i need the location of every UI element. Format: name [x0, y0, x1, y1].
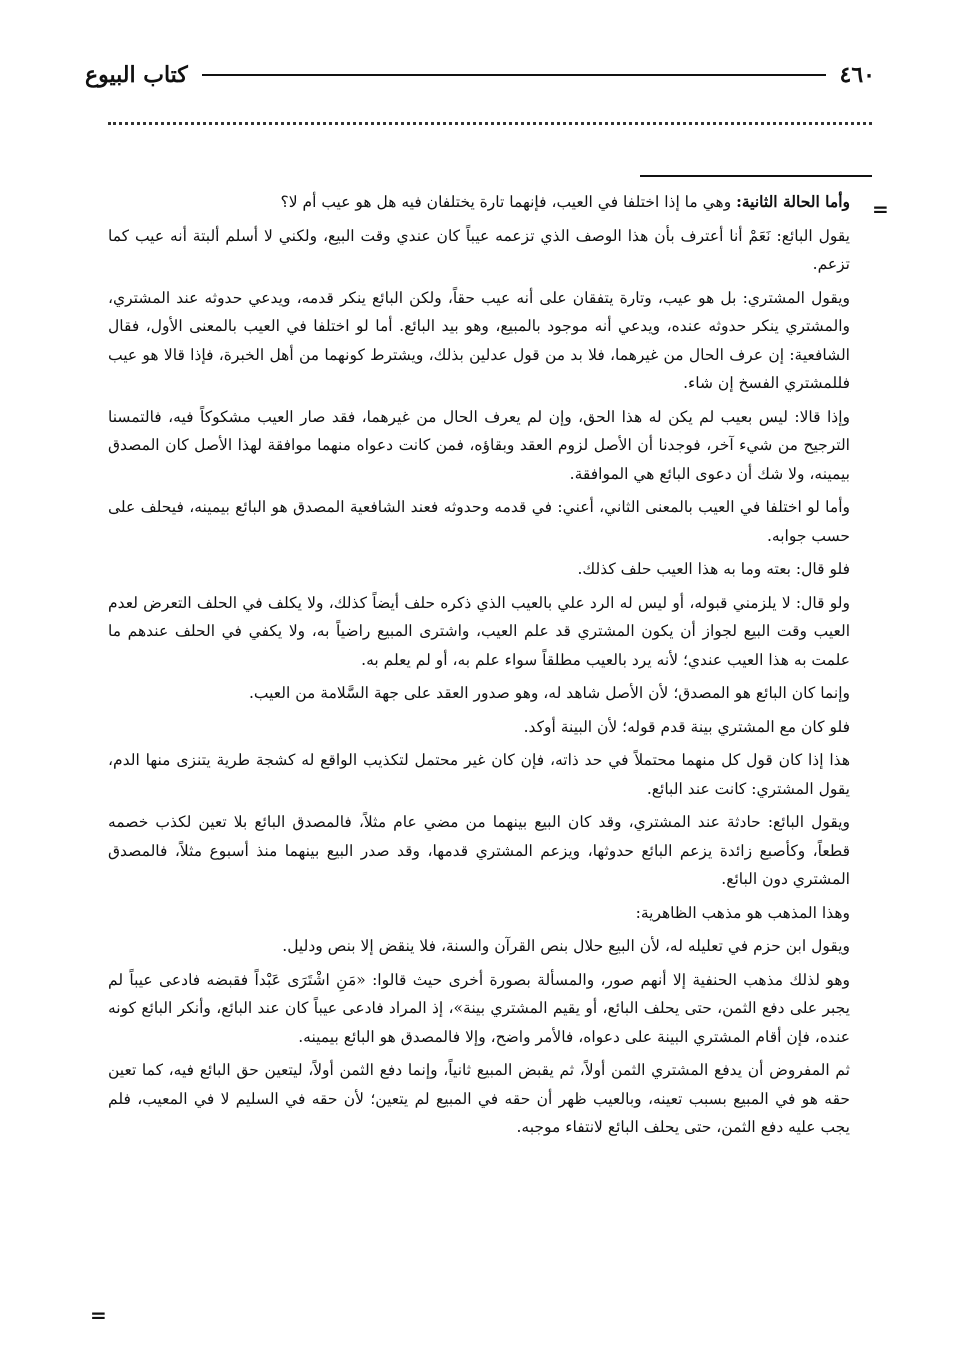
paragraph-11: ويقول البائع: حادثة عند المشتري، وقد كان البيع بينهما من مضي عام مثلاً، فالمصدق البائع بلا تعين لكذب خصمه قطعاً، وكأصبع زائدة يزعم البائع حدوثها، ويزعم المشتري قدمها، وقد صدر البيع بينهما منذ أسبوع مثلاً، فالمصدق المشتري دون البائع.	[108, 813, 850, 888]
paragraph-2: يقول البائع: نَعَمْ أنا أعترف بأن هذا الوصف الذي تزعمه عيباً كان عندي وقت البيع، ولكني لا أسلم ألبتة أنه عيب كما تزعم.	[108, 226, 850, 273]
paragraph-3: ويقول المشتري: بل هو عيب، وتارة يتفقان على أنه عيب حقاً، ولكن البائع ينكر قدمه، ويدعي حدوثه عند المشتري، والمشتري ينكر حدوثه عنده، ويدعي أنه موجود بالمبيع، وهو بيد البائع. أما لو اختلفا في العيب بالمعنى الأول، فقال الشافعية: إن عرف الحال من غيرهما، فلا بد من قول عدلين بذلك، ويشترط كونهما من أهل الخبرة، فإذا قالا هو عيب فللمشتري الفسخ إن شاء.	[108, 288, 850, 392]
paragraph-12: وهذا المذهب هو مذهب الظاهرية:	[635, 903, 850, 922]
paragraph-7: ولو قال: لا يلزمني قبوله، أو ليس له الرد علي بالعيب الذي ذكره حلف أيضاً كذلك، ولا يكلف في الحلف التعرض لعدم العيب وقت البيع لجواز أن يكون المشتري قد علم العيب، واشترى المبيع راضياً به، ولا يكفي في الحلف عندهم ما علمت به هذا العيب عندي؛ لأنه يرد بالعيب مطلقاً سواء علم به، أو لم يعلم به.	[108, 593, 850, 669]
paragraph-13: ويقول ابن حزم في تعليله له، لأن البيع حلال بنص القرآن والسنة، فلا ينقض إلا بنص ودليل.	[282, 937, 850, 955]
paragraph-14: وهو لذلك مذهب الحنفية إلا أنهم صور، والمسألة بصورة أخرى حيث قالوا: «مَنِ اشْتَرَى عَبْداً فقبضه فادعى عيباً لم يجبر على دفع الثمن، حتى يحلف البائع، أو يقيم المشتري بينة»، إذ المراد فادعى عيباً كان عند البائع، وأنكر البائع كونه عنده، فإن أقام المشتري البينة على دعواه، فالأمر واضح، وإلا فالمصدق هو البائع بيمينه.	[108, 970, 850, 1046]
continuation-mark-top: =	[872, 197, 889, 221]
footnote-body	[108, 188, 850, 1147]
paragraph-15: ثم المفروض أن يدفع المشتري الثمن أولاً، ثم يقبض المبيع ثانياً، وإنما دفع الثمن أولاً، ليتعين حق البائع فيه، كما تعين حقه هو في المبيع بسبب تعينه، وبالعيب ظهر أن حقه في المبيع لم يتعين؛ لأن حقه في السليم لا في المعيب، فلم يجب عليه دفع الثمن، حتى يحلف البائع لانتفاء موجبه.	[108, 1061, 850, 1136]
continuation-mark-bottom: =	[90, 1303, 107, 1327]
paragraph-4: وإذا قالا: ليس بعيب لم يكن له هذا الحق، وإن لم يعرف الحال من غيرهما، فقد صار العيب مشكوكاً فيه، فالتمسنا الترجيح من شيء آخر، فوجدنا أن الأصل لزوم العقد وبقاؤه، فمن كانت دعواه منهما موافقة لهذا الأصل كان المصدق بيمينه، ولا شك أن دعوى البائع هي الموافقة.	[108, 407, 850, 483]
paragraph-6: فلو قال: بعته وما به هذا العيب حلف كذلك.	[577, 560, 850, 578]
footnote-separator	[640, 175, 872, 177]
paragraph-10: هذا إذا كان قول كل منهما محتملاً في حد ذاته، فإن كان غير محتمل لتكذيب الواقع له كشجة طرية يتنزى منها الدم، يقول المشتري: كانت عند البائع.	[108, 751, 850, 798]
paragraph-5: وأما لو اختلفا في العيب بالمعنى الثاني، أعني: في قدمه وحدوثه فعند الشافعية المصدق هو البائع بيمينه، فيحلف على حسب جوابه.	[108, 498, 850, 545]
paragraph-1-text: وهي ما إذا اختلفا في العيب، فإنهما تارة يختلفان فيه هل هو عيب أم لا؟	[280, 193, 737, 211]
page-number: ٤٦٠	[839, 62, 875, 88]
header-rule	[202, 74, 826, 76]
book-title: كتاب البيوع	[85, 62, 188, 88]
paragraph-1-heading: وأما الحالة الثانية:	[736, 192, 850, 211]
dotted-separator	[108, 122, 872, 125]
page-header	[85, 58, 875, 92]
paragraph-1	[108, 188, 850, 217]
paragraph-8: وإنما كان البائع هو المصدق؛ لأن الأصل شاهد له، وهو صدور العقد على جهة السَّلامة من العيب.	[248, 684, 850, 702]
paragraph-9: فلو كان مع المشتري بينة قدم قوله؛ لأن البينة أوكد.	[523, 717, 850, 736]
